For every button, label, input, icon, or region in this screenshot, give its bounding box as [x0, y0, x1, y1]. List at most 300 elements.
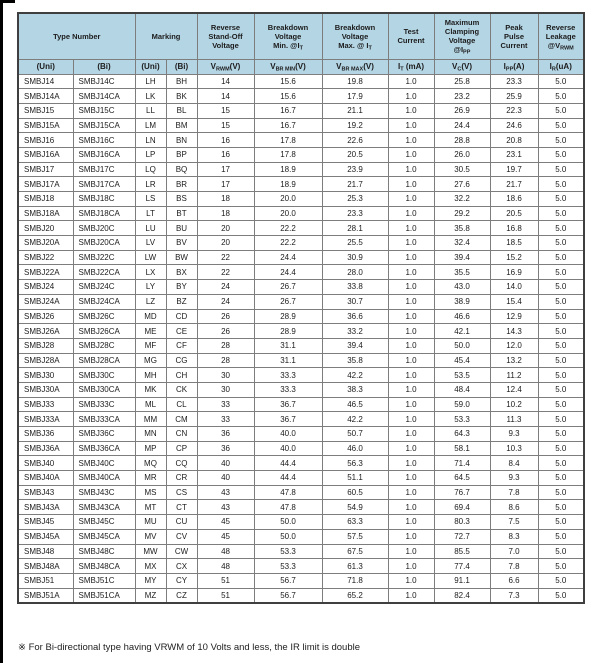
cell-type-bi: SMBJ17C	[73, 162, 135, 177]
table-row	[18, 74, 584, 89]
cell-ir: 5.0	[538, 118, 584, 133]
table-row	[18, 353, 584, 368]
cell-ipp: 20.5	[490, 206, 538, 221]
cell-type-uni: SMBJ43	[18, 485, 73, 500]
cell-marking-bi: CZ	[166, 588, 197, 603]
cell-vc: 91.1	[434, 573, 490, 588]
cell-marking-bi: CL	[166, 397, 197, 412]
table-row	[18, 368, 584, 383]
cell-type-uni: SMBJ16A	[18, 147, 73, 162]
cell-vc: 35.8	[434, 221, 490, 236]
cell-ipp: 11.3	[490, 412, 538, 427]
cell-vrwm: 48	[197, 544, 254, 559]
cell-vrwm: 24	[197, 280, 254, 295]
cell-marking-bi: CS	[166, 485, 197, 500]
cell-it: 1.0	[388, 133, 434, 148]
cell-vrwm: 18	[197, 206, 254, 221]
cell-vbr-min: 31.1	[254, 338, 322, 353]
cell-ir: 5.0	[538, 485, 584, 500]
cell-vbr-max: 67.5	[322, 544, 388, 559]
cell-marking-uni: LS	[135, 192, 166, 207]
cell-it: 1.0	[388, 368, 434, 383]
cell-ir: 5.0	[538, 324, 584, 339]
cell-marking-uni: LT	[135, 206, 166, 221]
cell-type-uni: SMBJ36	[18, 427, 73, 442]
cell-marking-uni: LW	[135, 250, 166, 265]
cell-it: 1.0	[388, 192, 434, 207]
cell-marking-bi: BH	[166, 74, 197, 89]
cell-it: 1.0	[388, 515, 434, 530]
table-row	[18, 118, 584, 133]
cell-ipp: 7.5	[490, 515, 538, 530]
subcol-vrwm: $V_{RWM}(V)$	[197, 59, 254, 74]
cell-marking-uni: MY	[135, 573, 166, 588]
cell-marking-bi: CR	[166, 471, 197, 486]
cell-type-uni: SMBJ15	[18, 103, 73, 118]
table-header	[18, 13, 584, 74]
cell-vrwm: 51	[197, 573, 254, 588]
cell-vbr-max: 46.0	[322, 441, 388, 456]
cell-ir: 5.0	[538, 89, 584, 104]
cell-vrwm: 20	[197, 236, 254, 251]
cell-ir: 5.0	[538, 236, 584, 251]
cell-marking-uni: MW	[135, 544, 166, 559]
cell-vc: 46.6	[434, 309, 490, 324]
cell-ipp: 9.3	[490, 427, 538, 442]
cell-type-bi: SMBJ16C	[73, 133, 135, 148]
cell-vbr-min: 40.0	[254, 427, 322, 442]
cell-it: 1.0	[388, 529, 434, 544]
cell-marking-bi: CY	[166, 573, 197, 588]
cell-vrwm: 33	[197, 412, 254, 427]
cell-vbr-max: 20.5	[322, 147, 388, 162]
cell-ipp: 20.8	[490, 133, 538, 148]
cell-vrwm: 16	[197, 147, 254, 162]
cell-marking-uni: MM	[135, 412, 166, 427]
table-row	[18, 162, 584, 177]
scan-edge-artifact-left	[0, 0, 3, 663]
subcol-marking-uni: (Uni)	[135, 59, 166, 74]
cell-type-bi: SMBJ28C	[73, 338, 135, 353]
cell-vrwm: 30	[197, 368, 254, 383]
cell-type-uni: SMBJ15A	[18, 118, 73, 133]
cell-marking-uni: LN	[135, 133, 166, 148]
cell-ir: 5.0	[538, 309, 584, 324]
cell-vrwm: 40	[197, 471, 254, 486]
cell-vbr-max: 54.9	[322, 500, 388, 515]
cell-vbr-max: 71.8	[322, 573, 388, 588]
cell-type-bi: SMBJ30CA	[73, 382, 135, 397]
cell-marking-uni: LY	[135, 280, 166, 295]
cell-vrwm: 45	[197, 529, 254, 544]
cell-marking-bi: CH	[166, 368, 197, 383]
cell-ipp: 23.1	[490, 147, 538, 162]
cell-vc: 35.5	[434, 265, 490, 280]
cell-type-bi: SMBJ48C	[73, 544, 135, 559]
cell-vbr-min: 36.7	[254, 412, 322, 427]
cell-it: 1.0	[388, 280, 434, 295]
cell-ir: 5.0	[538, 206, 584, 221]
table-row	[18, 338, 584, 353]
cell-vc: 43.0	[434, 280, 490, 295]
cell-ipp: 14.0	[490, 280, 538, 295]
cell-marking-bi: BW	[166, 250, 197, 265]
cell-vbr-max: 19.2	[322, 118, 388, 133]
subcol-marking-bi: (Bi)	[166, 59, 197, 74]
cell-vrwm: 26	[197, 324, 254, 339]
cell-it: 1.0	[388, 74, 434, 89]
cell-type-bi: SMBJ26CA	[73, 324, 135, 339]
cell-vc: 25.8	[434, 74, 490, 89]
cell-vrwm: 43	[197, 500, 254, 515]
cell-it: 1.0	[388, 441, 434, 456]
cell-ir: 5.0	[538, 471, 584, 486]
cell-type-uni: SMBJ40A	[18, 471, 73, 486]
cell-ir: 5.0	[538, 368, 584, 383]
cell-marking-bi: BT	[166, 206, 197, 221]
cell-ipp: 23.3	[490, 74, 538, 89]
cell-vbr-min: 44.4	[254, 471, 322, 486]
cell-ir: 5.0	[538, 103, 584, 118]
cell-marking-bi: CQ	[166, 456, 197, 471]
cell-marking-uni: MD	[135, 309, 166, 324]
cell-vbr-min: 17.8	[254, 133, 322, 148]
cell-ipp: 11.2	[490, 368, 538, 383]
cell-ir: 5.0	[538, 500, 584, 515]
cell-ir: 5.0	[538, 294, 584, 309]
cell-marking-bi: BN	[166, 133, 197, 148]
cell-ipp: 16.9	[490, 265, 538, 280]
cell-ipp: 12.0	[490, 338, 538, 353]
cell-marking-bi: BX	[166, 265, 197, 280]
cell-ipp: 12.9	[490, 309, 538, 324]
cell-vrwm: 48	[197, 559, 254, 574]
cell-type-uni: SMBJ51A	[18, 588, 73, 603]
cell-marking-bi: CE	[166, 324, 197, 339]
cell-type-bi: SMBJ45CA	[73, 529, 135, 544]
cell-marking-bi: BL	[166, 103, 197, 118]
cell-type-uni: SMBJ28	[18, 338, 73, 353]
col-type-number: Type Number	[18, 13, 135, 59]
table-row	[18, 221, 584, 236]
col-test-current: Test Current	[388, 13, 434, 59]
cell-ir: 5.0	[538, 265, 584, 280]
cell-ir: 5.0	[538, 338, 584, 353]
cell-vbr-min: 53.3	[254, 559, 322, 574]
cell-vbr-min: 15.6	[254, 89, 322, 104]
cell-vbr-min: 53.3	[254, 544, 322, 559]
cell-vbr-min: 47.8	[254, 500, 322, 515]
cell-vrwm: 51	[197, 588, 254, 603]
cell-ipp: 16.8	[490, 221, 538, 236]
cell-marking-bi: CP	[166, 441, 197, 456]
cell-type-uni: SMBJ51	[18, 573, 73, 588]
cell-type-bi: SMBJ22C	[73, 250, 135, 265]
table-row	[18, 397, 584, 412]
cell-marking-bi: CU	[166, 515, 197, 530]
cell-vc: 59.0	[434, 397, 490, 412]
cell-type-uni: SMBJ36A	[18, 441, 73, 456]
cell-ipp: 9.3	[490, 471, 538, 486]
cell-vc: 38.9	[434, 294, 490, 309]
table-row	[18, 588, 584, 603]
cell-vrwm: 14	[197, 74, 254, 89]
cell-vbr-max: 50.7	[322, 427, 388, 442]
table-row	[18, 147, 584, 162]
table-row	[18, 89, 584, 104]
col-breakdown-voltage-min: Breakdown Voltage Min. $@I_T$	[254, 13, 322, 59]
cell-ipp: 18.5	[490, 236, 538, 251]
cell-it: 1.0	[388, 177, 434, 192]
cell-marking-uni: MU	[135, 515, 166, 530]
cell-marking-uni: MN	[135, 427, 166, 442]
cell-vbr-max: 46.5	[322, 397, 388, 412]
cell-vbr-min: 16.7	[254, 103, 322, 118]
cell-vrwm: 28	[197, 353, 254, 368]
cell-vc: 53.5	[434, 368, 490, 383]
cell-marking-bi: BR	[166, 177, 197, 192]
cell-marking-uni: MG	[135, 353, 166, 368]
cell-marking-uni: MQ	[135, 456, 166, 471]
subcol-it: $I_T$ (mA)	[388, 59, 434, 74]
cell-type-uni: SMBJ30A	[18, 382, 73, 397]
cell-type-uni: SMBJ14	[18, 74, 73, 89]
cell-vc: 30.5	[434, 162, 490, 177]
cell-vbr-min: 20.0	[254, 192, 322, 207]
cell-marking-uni: LZ	[135, 294, 166, 309]
cell-it: 1.0	[388, 412, 434, 427]
cell-type-uni: SMBJ45	[18, 515, 73, 530]
cell-vbr-max: 25.3	[322, 192, 388, 207]
cell-vc: 28.8	[434, 133, 490, 148]
cell-type-bi: SMBJ36C	[73, 427, 135, 442]
cell-type-bi: SMBJ18CA	[73, 206, 135, 221]
table-row	[18, 206, 584, 221]
cell-ipp: 25.9	[490, 89, 538, 104]
cell-it: 1.0	[388, 485, 434, 500]
cell-ir: 5.0	[538, 221, 584, 236]
cell-type-bi: SMBJ14C	[73, 74, 135, 89]
cell-marking-bi: CK	[166, 382, 197, 397]
cell-marking-uni: LV	[135, 236, 166, 251]
cell-marking-bi: CF	[166, 338, 197, 353]
cell-vbr-min: 24.4	[254, 265, 322, 280]
cell-type-uni: SMBJ33A	[18, 412, 73, 427]
cell-marking-bi: BV	[166, 236, 197, 251]
cell-vrwm: 36	[197, 441, 254, 456]
cell-marking-bi: CD	[166, 309, 197, 324]
cell-marking-uni: MK	[135, 382, 166, 397]
col-marking: Marking	[135, 13, 197, 59]
table-body	[18, 74, 584, 603]
tvs-diode-spec-table	[17, 12, 585, 604]
cell-marking-uni: LU	[135, 221, 166, 236]
cell-ir: 5.0	[538, 162, 584, 177]
cell-ir: 5.0	[538, 177, 584, 192]
cell-vbr-min: 44.4	[254, 456, 322, 471]
cell-type-bi: SMBJ15C	[73, 103, 135, 118]
cell-it: 1.0	[388, 162, 434, 177]
cell-marking-uni: LR	[135, 177, 166, 192]
cell-type-bi: SMBJ43C	[73, 485, 135, 500]
cell-type-uni: SMBJ30	[18, 368, 73, 383]
cell-type-uni: SMBJ28A	[18, 353, 73, 368]
table-row	[18, 294, 584, 309]
cell-marking-uni: MP	[135, 441, 166, 456]
cell-ir: 5.0	[538, 397, 584, 412]
cell-marking-uni: MZ	[135, 588, 166, 603]
cell-vbr-min: 22.2	[254, 221, 322, 236]
cell-vrwm: 17	[197, 177, 254, 192]
cell-it: 1.0	[388, 338, 434, 353]
cell-vbr-max: 39.4	[322, 338, 388, 353]
cell-ir: 5.0	[538, 133, 584, 148]
cell-ir: 5.0	[538, 192, 584, 207]
cell-type-uni: SMBJ48A	[18, 559, 73, 574]
cell-vbr-min: 33.3	[254, 382, 322, 397]
cell-marking-bi: CX	[166, 559, 197, 574]
cell-vbr-min: 15.6	[254, 74, 322, 89]
cell-vbr-max: 28.0	[322, 265, 388, 280]
cell-vbr-min: 47.8	[254, 485, 322, 500]
cell-ipp: 12.4	[490, 382, 538, 397]
cell-vbr-min: 26.7	[254, 280, 322, 295]
cell-it: 1.0	[388, 294, 434, 309]
cell-type-uni: SMBJ43A	[18, 500, 73, 515]
cell-it: 1.0	[388, 103, 434, 118]
cell-vbr-min: 18.9	[254, 177, 322, 192]
cell-type-bi: SMBJ33C	[73, 397, 135, 412]
cell-vc: 69.4	[434, 500, 490, 515]
cell-marking-uni: MX	[135, 559, 166, 574]
cell-vrwm: 20	[197, 221, 254, 236]
cell-type-uni: SMBJ22	[18, 250, 73, 265]
cell-vbr-max: 25.5	[322, 236, 388, 251]
cell-ipp: 15.4	[490, 294, 538, 309]
cell-vc: 64.5	[434, 471, 490, 486]
table-row	[18, 471, 584, 486]
cell-vbr-min: 28.9	[254, 324, 322, 339]
cell-type-uni: SMBJ18	[18, 192, 73, 207]
cell-ir: 5.0	[538, 250, 584, 265]
cell-vc: 26.9	[434, 103, 490, 118]
cell-vc: 64.3	[434, 427, 490, 442]
cell-ir: 5.0	[538, 74, 584, 89]
cell-marking-bi: CM	[166, 412, 197, 427]
cell-it: 1.0	[388, 500, 434, 515]
cell-ipp: 15.2	[490, 250, 538, 265]
cell-vbr-max: 35.8	[322, 353, 388, 368]
subcol-ipp: $I_{PP}(A)$	[490, 59, 538, 74]
cell-vrwm: 45	[197, 515, 254, 530]
cell-marking-uni: MR	[135, 471, 166, 486]
footnote: ※ For Bi-directional type having VRWM of 10 Volts and less, the IR limit is double	[18, 642, 361, 653]
table-row	[18, 250, 584, 265]
cell-type-bi: SMBJ26C	[73, 309, 135, 324]
cell-vbr-max: 60.5	[322, 485, 388, 500]
cell-type-uni: SMBJ24	[18, 280, 73, 295]
cell-vbr-max: 17.9	[322, 89, 388, 104]
cell-vbr-min: 20.0	[254, 206, 322, 221]
cell-ir: 5.0	[538, 573, 584, 588]
cell-type-uni: SMBJ45A	[18, 529, 73, 544]
cell-ir: 5.0	[538, 147, 584, 162]
cell-type-bi: SMBJ40C	[73, 456, 135, 471]
cell-marking-uni: LK	[135, 89, 166, 104]
cell-it: 1.0	[388, 397, 434, 412]
table-row	[18, 103, 584, 118]
cell-type-bi: SMBJ28CA	[73, 353, 135, 368]
cell-vbr-max: 42.2	[322, 368, 388, 383]
cell-vrwm: 36	[197, 427, 254, 442]
cell-marking-bi: BY	[166, 280, 197, 295]
cell-type-bi: SMBJ30C	[73, 368, 135, 383]
cell-vbr-max: 30.9	[322, 250, 388, 265]
cell-vrwm: 40	[197, 456, 254, 471]
header-row-units	[18, 59, 584, 74]
cell-vbr-max: 33.2	[322, 324, 388, 339]
subcol-vc: $V_C(V)$	[434, 59, 490, 74]
cell-type-uni: SMBJ40	[18, 456, 73, 471]
col-reverse-leakage: Reverse Leakage $@V_{RWM}$	[538, 13, 584, 59]
subcol-vbr-min: $V_{BR MIN}(V)$	[254, 59, 322, 74]
cell-marking-bi: BK	[166, 89, 197, 104]
cell-type-uni: SMBJ18A	[18, 206, 73, 221]
cell-vc: 27.6	[434, 177, 490, 192]
cell-ir: 5.0	[538, 382, 584, 397]
cell-it: 1.0	[388, 89, 434, 104]
cell-marking-bi: CT	[166, 500, 197, 515]
cell-marking-uni: LL	[135, 103, 166, 118]
subcol-type-uni: (Uni)	[18, 59, 73, 74]
cell-vbr-max: 21.1	[322, 103, 388, 118]
table-row	[18, 280, 584, 295]
cell-it: 1.0	[388, 544, 434, 559]
cell-vbr-max: 33.8	[322, 280, 388, 295]
cell-vbr-max: 30.7	[322, 294, 388, 309]
cell-vbr-max: 61.3	[322, 559, 388, 574]
cell-vc: 72.7	[434, 529, 490, 544]
table-row	[18, 382, 584, 397]
cell-type-bi: SMBJ18C	[73, 192, 135, 207]
cell-type-bi: SMBJ20CA	[73, 236, 135, 251]
cell-type-bi: SMBJ43CA	[73, 500, 135, 515]
cell-vrwm: 28	[197, 338, 254, 353]
cell-vc: 85.5	[434, 544, 490, 559]
cell-vc: 50.0	[434, 338, 490, 353]
cell-marking-uni: MT	[135, 500, 166, 515]
table-row	[18, 500, 584, 515]
cell-ipp: 8.4	[490, 456, 538, 471]
cell-it: 1.0	[388, 236, 434, 251]
cell-vbr-max: 36.6	[322, 309, 388, 324]
table-row	[18, 456, 584, 471]
cell-type-bi: SMBJ51C	[73, 573, 135, 588]
cell-type-bi: SMBJ16CA	[73, 147, 135, 162]
scan-edge-artifact-top	[0, 0, 15, 3]
cell-ipp: 7.3	[490, 588, 538, 603]
cell-ipp: 8.3	[490, 529, 538, 544]
cell-ir: 5.0	[538, 427, 584, 442]
cell-type-uni: SMBJ17	[18, 162, 73, 177]
cell-vbr-max: 21.7	[322, 177, 388, 192]
table-row	[18, 427, 584, 442]
cell-vbr-max: 51.1	[322, 471, 388, 486]
table-row	[18, 177, 584, 192]
cell-type-bi: SMBJ24C	[73, 280, 135, 295]
cell-type-uni: SMBJ26A	[18, 324, 73, 339]
cell-type-bi: SMBJ17CA	[73, 177, 135, 192]
